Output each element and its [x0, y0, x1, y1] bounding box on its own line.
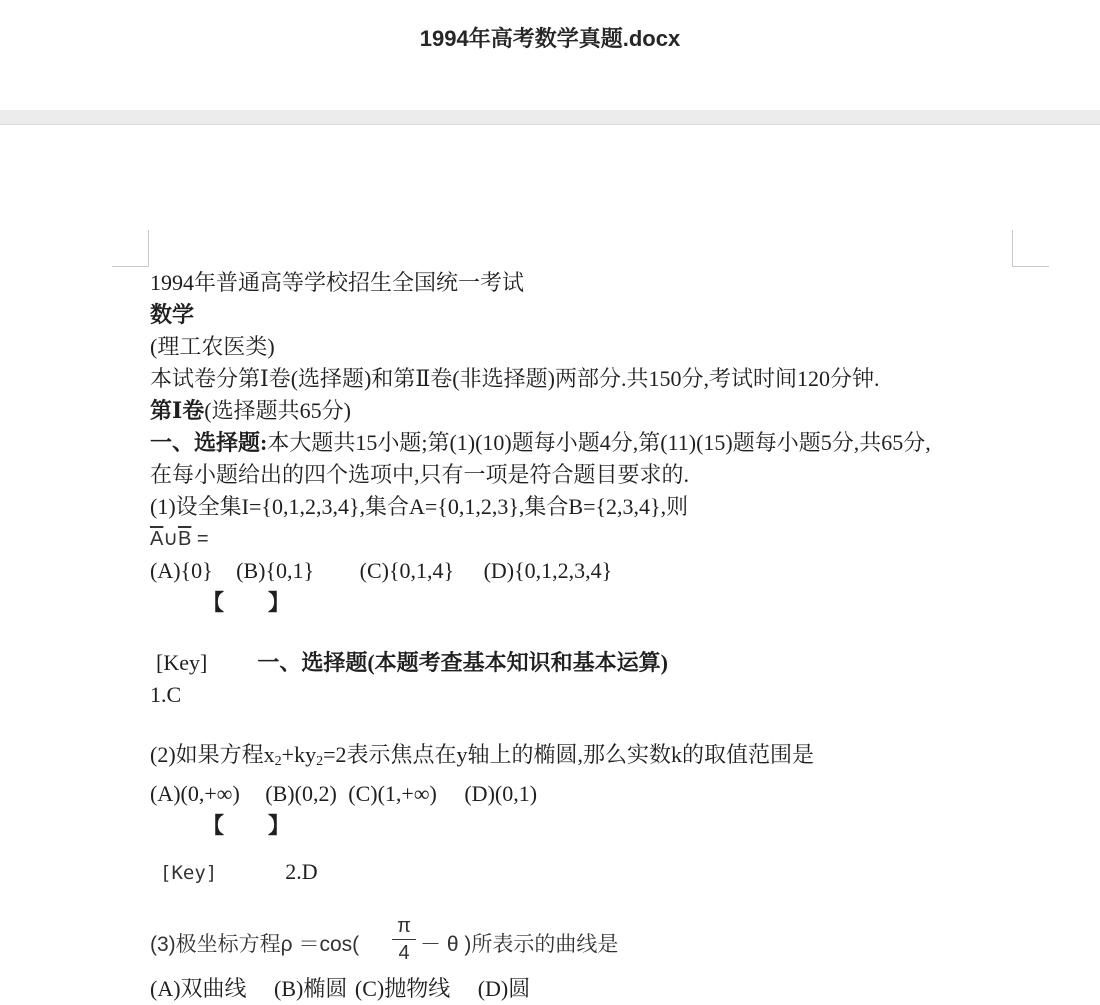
equals-sign: =: [191, 528, 209, 550]
q3-option-b: (B)椭圆: [274, 976, 348, 1001]
q2-exp-2: 2: [316, 754, 324, 769]
q3-stem-b: － θ )所表示的曲线是: [420, 933, 619, 956]
q3-stem-a: (3)极坐标方程ρ ＝cos(: [150, 933, 360, 956]
margin-corner-top-left: [112, 230, 149, 267]
q2-stem-c: =2表示焦点在y轴上的椭圆,那么实数k的取值范围是: [323, 742, 814, 767]
key1-heading: 一、选择题(本题考查基本知识和基本运算): [257, 650, 668, 675]
part1-bold: 第Ⅰ卷: [150, 398, 205, 423]
q3-stem: [150, 913, 1030, 973]
part1-rest: (选择题共65分): [204, 398, 351, 423]
key1-label: [Key]: [156, 650, 208, 675]
q1-options: [150, 555, 1030, 587]
q1-answer-bracket: 【 】: [202, 590, 291, 615]
q3-frac-den: 4: [398, 942, 410, 964]
exam-intro: 本试卷分第Ⅰ卷(选择题)和第Ⅱ卷(非选择题)两部分.共150分,考试时间120分钟.: [150, 366, 880, 391]
exam-subject: 数学: [150, 302, 195, 327]
key1-line: [150, 647, 1030, 679]
q3-frac-num: π: [392, 913, 416, 940]
document-body[interactable]: [150, 267, 1030, 1005]
q3-fraction: [392, 913, 416, 966]
section1-instructions: [150, 427, 1030, 459]
document-page[interactable]: [0, 125, 1100, 1001]
part1-heading: [150, 395, 1030, 427]
q2-option-b: (B)(0,2): [265, 781, 337, 806]
key2-label: [Key]: [160, 862, 218, 884]
q3-options: [150, 973, 1030, 1005]
complement-b: $\overline{B}$: [177, 528, 192, 550]
key1-answer: 1.C: [150, 682, 182, 707]
key2-line: [150, 856, 1030, 889]
q1-expression: [150, 523, 1030, 555]
q2-option-d: (D)(0,1): [464, 781, 538, 806]
section1-bold: 一、选择题:: [150, 430, 268, 455]
q2-stem-a: (2)如果方程x: [150, 742, 275, 767]
q2-exp-1: 2: [274, 754, 282, 769]
section1-line2: 在每小题给出的四个选项中,只有一项是符合题目要求的.: [150, 462, 690, 487]
section1-rest: 本大题共15小题;第(1)(10)题每小题4分,第(11)(15)题每小题5分,共65分,: [267, 430, 931, 455]
q3-option-a: (A)双曲线: [150, 976, 247, 1001]
exam-category: (理工农医类): [150, 334, 275, 359]
q2-answer-bracket: 【 】: [202, 813, 291, 838]
q3-option-c: (C)抛物线: [354, 976, 451, 1001]
q2-option-c: (C)(1,+∞): [348, 781, 437, 806]
toolbar-divider: [0, 110, 1100, 125]
q3-option-d: (D)圆: [477, 976, 531, 1001]
title-bar: [0, 0, 1100, 110]
q2-stem-b: +ky: [281, 742, 317, 767]
exam-heading: 1994年普通高等学校招生全国统一考试: [150, 270, 525, 295]
document-title: 1994年高考数学真题.docx: [419, 26, 681, 51]
margin-corner-top-right: [1012, 230, 1049, 267]
q1-option-b: (B){0,1}: [236, 558, 315, 583]
q2-option-a: (A)(0,+∞): [150, 781, 240, 806]
q1-option-a: (A){0}: [150, 558, 213, 583]
q1-stem: (1)设全集I={0,1,2,3,4},集合A={0,1,2,3},集合B={2,3,4},则: [150, 494, 689, 519]
q1-option-d: (D){0,1,2,3,4}: [483, 558, 613, 583]
key2-answer: 2.D: [285, 859, 318, 884]
q2-options: [150, 778, 1030, 810]
union-symbol: ∪: [163, 528, 178, 550]
q2-stem: [150, 739, 1030, 778]
q1-option-c: (C){0,1,4}: [359, 558, 455, 583]
complement-a: $\overline{A}$: [150, 528, 164, 550]
